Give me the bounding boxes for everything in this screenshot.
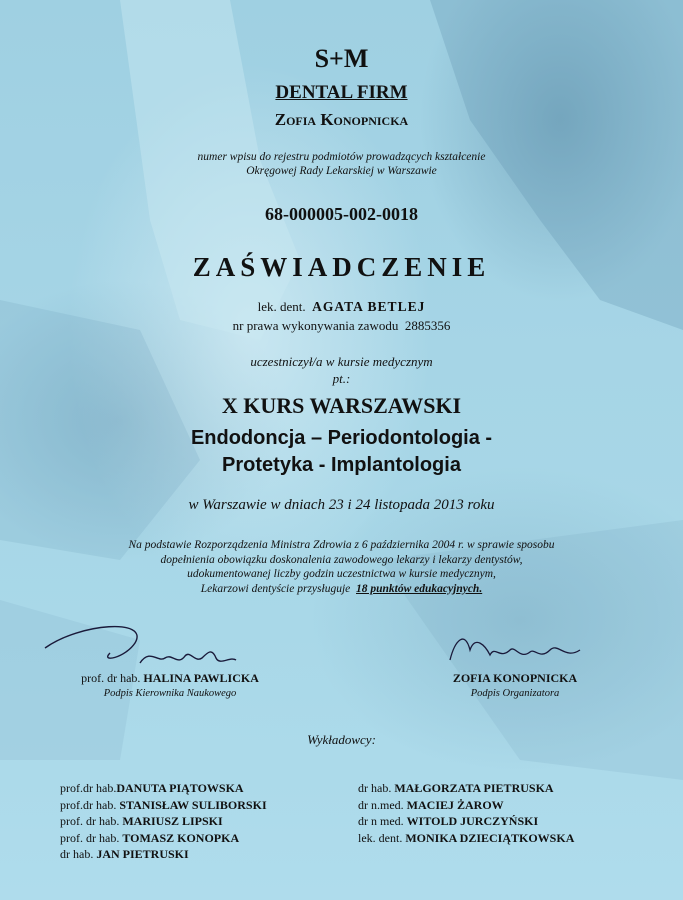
lecturer-item [358,780,574,797]
course-dates: w Warszawie w dniach 23 i 24 listopada 2013 roku [188,497,495,513]
course-title: X KURS WARSZAWSKI [221,393,462,418]
lecturer-name: MACIEJ ŻAROW [406,797,504,812]
lecturer-name: STANISŁAW SULIBORSKI [119,797,267,812]
signature-left [40,671,300,699]
lecturer-title: prof. dr hab. [60,814,120,828]
lecturer-title: dr n.med. [358,797,404,812]
recipient [0,299,683,315]
signature-left-name: HALINA PAWLICKA [143,671,259,685]
lecturer-title: prof.dr hab. [60,781,117,795]
lecturer-title: prof. dr hab. [60,830,120,845]
lecturer-item [60,797,267,814]
legal-line-4 [0,582,683,597]
legal-line-4-prefix: Lekarzowi dentyście przysługuje [200,582,351,595]
license-number: 2885356 [404,318,451,333]
legal-line-3: udokumentowanej liczby godzin uczestnictwa w kursie medycznym, [187,568,496,580]
lecturer-name: TOMASZ KONOPKA [122,830,240,845]
lecturer-name: MONIKA DZIECIĄTKOWSKA [405,830,575,845]
license [0,318,683,334]
lecturer-item [358,830,574,847]
document-title: ZAŚWIADCZENIE [192,252,491,282]
registry-note [0,150,683,178]
registry-number: 68-000005-002-0018 [265,204,418,224]
lecturer-name: MAŁGORZATA PIETRUSKA [394,781,554,795]
lecturers-label: Wykładowcy: [307,732,376,747]
registry-line-1: numer wpisu do rejestru podmiotów prowadzących kształcenie [197,151,486,163]
lecturer-item [60,813,267,830]
signature-right-role: Podpis Organizatora [470,688,560,699]
legal-line-1: Na podstawie Rozporządzenia Ministra Zdrowia z 6 października 2004 r. w sprawie sposobu [128,539,555,551]
lecturer-title: lek. dent. [358,830,403,845]
signature-left-title: prof. dr hab. [81,671,141,685]
recipient-prefix: lek. dent. [257,299,306,314]
course-subtitle-line-2: Protetyka - Implantologia [222,454,461,476]
lecturer-title: dr hab. [358,781,392,795]
license-label: nr prawa wykonywania zawodu [232,318,399,333]
lecturer-name: MARIUSZ LIPSKI [122,814,223,828]
signature-left-role: Podpis Kierownika Naukowego [103,688,237,699]
lecturer-item [60,846,267,863]
lecturers-right-column [358,780,574,846]
firm-logo-title: S+M [314,44,369,73]
lecturers-left-column [60,780,267,863]
firm-subtitle: DENTAL FIRM [275,82,408,103]
lecturer-item [60,830,267,847]
lecturer-name: WITOLD JURCZYŃSKI [406,814,539,828]
registry-line-2: Okręgowej Rady Lekarskiej w Warszawie [246,165,437,177]
lecturer-name: JAN PIETRUSKI [96,847,189,861]
signature-right-name: ZOFIA KONOPNICKA [452,671,578,685]
course-subtitle-line-1: Endodoncja – Periodontologia - [190,427,493,449]
lecturer-title: prof.dr hab. [60,797,117,812]
participation-text: uczestniczył/a w kursie medycznym [250,354,433,369]
pt-label: pt.: [332,371,351,386]
lecturer-item [358,813,574,830]
signature-right-handwriting [440,620,600,670]
lecturer-name: DANUTA PIĄTOWSKA [116,781,244,795]
signature-left-handwriting [40,618,270,678]
lecturer-title: dr hab. [60,847,94,861]
lecturer-title: dr n med. [358,814,404,828]
signature-right [415,671,615,699]
firm-owner: Zofia Konopnicka [274,110,409,129]
recipient-name: AGATA BETLEJ [312,299,426,314]
lecturer-item [60,780,267,797]
legal-basis [0,538,683,596]
legal-line-2: dopełnienia obowiązku doskonalenia zawodowego lekarzy i lekarzy dentystów, [160,553,523,566]
lecturer-item [358,797,574,814]
education-points: 18 punktów edukacyjnych. [356,582,483,595]
